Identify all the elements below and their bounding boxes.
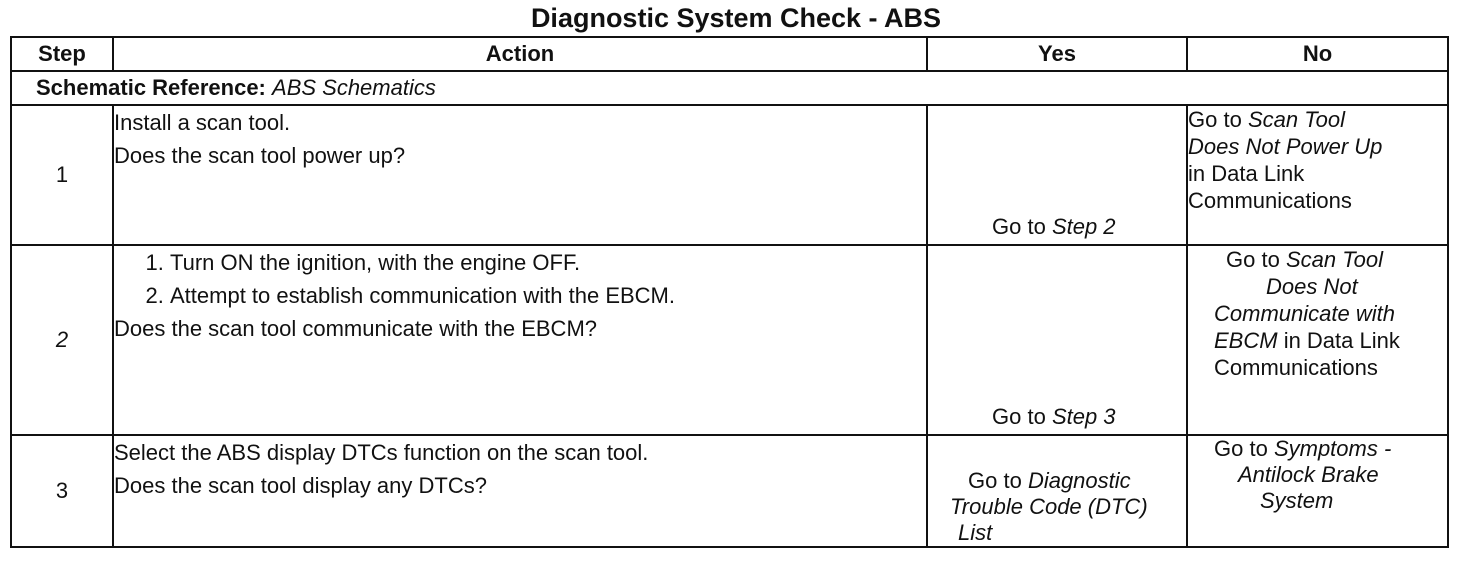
table-row [11, 105, 1448, 245]
action-cell [113, 435, 927, 547]
header-step: Step [11, 37, 113, 71]
diagnostic-table [10, 36, 1449, 548]
no-link[interactable]: Scan Tool [1247, 107, 1345, 132]
no-prefix: Go to [1188, 107, 1242, 132]
no-cell [1187, 105, 1448, 245]
schematic-reference-label: Schematic Reference: [36, 75, 266, 100]
yes-link[interactable]: Diagnostic [1027, 468, 1131, 493]
no-link[interactable]: Scan Tool [1285, 247, 1383, 272]
header-no: No [1187, 37, 1448, 71]
action-step: 1. Turn ON the ignition, with the engine OFF. [170, 246, 926, 279]
step-number: 2 [11, 245, 113, 435]
no-suffix: in Data Link [1283, 328, 1400, 353]
yes-instruction [992, 402, 1116, 432]
page-title: Diagnostic System Check - ABS [530, 3, 942, 33]
step-number: 1 [11, 105, 113, 245]
no-link[interactable]: Communicate with [1214, 301, 1395, 326]
yes-instruction [928, 436, 1186, 546]
yes-link[interactable]: Step 2 [1051, 214, 1116, 239]
action-step: 2. Attempt to establish communication with the EBCM. [170, 279, 926, 312]
yes-prefix: Go to [992, 404, 1046, 429]
yes-prefix: Go to [992, 214, 1046, 239]
no-suffix: Communications [1188, 188, 1352, 213]
yes-cell [927, 435, 1187, 547]
action-cell [113, 245, 927, 435]
schematic-reference [11, 71, 1448, 105]
yes-prefix: Go to [968, 468, 1022, 493]
yes-cell [927, 245, 1187, 435]
yes-link[interactable]: Step 3 [1051, 404, 1116, 429]
table-row [11, 245, 1448, 435]
no-prefix: Go to [1226, 247, 1280, 272]
schematic-reference-link[interactable]: ABS Schematics [272, 75, 436, 100]
no-suffix: Data Link [1211, 161, 1305, 186]
action-cell [113, 105, 927, 245]
schematic-reference-row [11, 71, 1448, 105]
header-row [11, 37, 1448, 71]
no-link[interactable]: EBCM [1214, 328, 1278, 353]
no-link[interactable]: System [1260, 488, 1334, 513]
action-text: Install a scan tool. [114, 110, 291, 135]
action-question: Does the scan tool display any DTCs? [114, 473, 487, 498]
table-row [11, 435, 1448, 547]
no-link[interactable]: Symptoms - [1273, 436, 1392, 461]
yes-link[interactable]: Trouble Code (DTC) [950, 494, 1148, 519]
no-link[interactable]: Does Not Power Up [1188, 134, 1383, 159]
yes-link[interactable]: List [958, 520, 993, 545]
action-question: Does the scan tool communicate with the EBCM? [114, 316, 598, 341]
no-prefix: Go to [1214, 436, 1268, 461]
no-cell [1187, 245, 1448, 435]
step-number: 3 [11, 435, 113, 547]
header-action: Action [113, 37, 927, 71]
yes-cell [927, 105, 1187, 245]
header-yes: Yes [927, 37, 1187, 71]
no-cell [1187, 435, 1448, 547]
yes-instruction [992, 212, 1116, 242]
no-link[interactable]: Antilock Brake [1238, 462, 1379, 487]
no-link[interactable]: Does Not [1266, 274, 1358, 299]
action-question: Does the scan tool power up? [114, 143, 406, 168]
no-suffix: in [1188, 161, 1206, 186]
no-suffix: Communications [1214, 355, 1378, 380]
action-step-list [114, 246, 926, 312]
action-text: Select the ABS display DTCs function on the scan tool. [114, 440, 649, 465]
